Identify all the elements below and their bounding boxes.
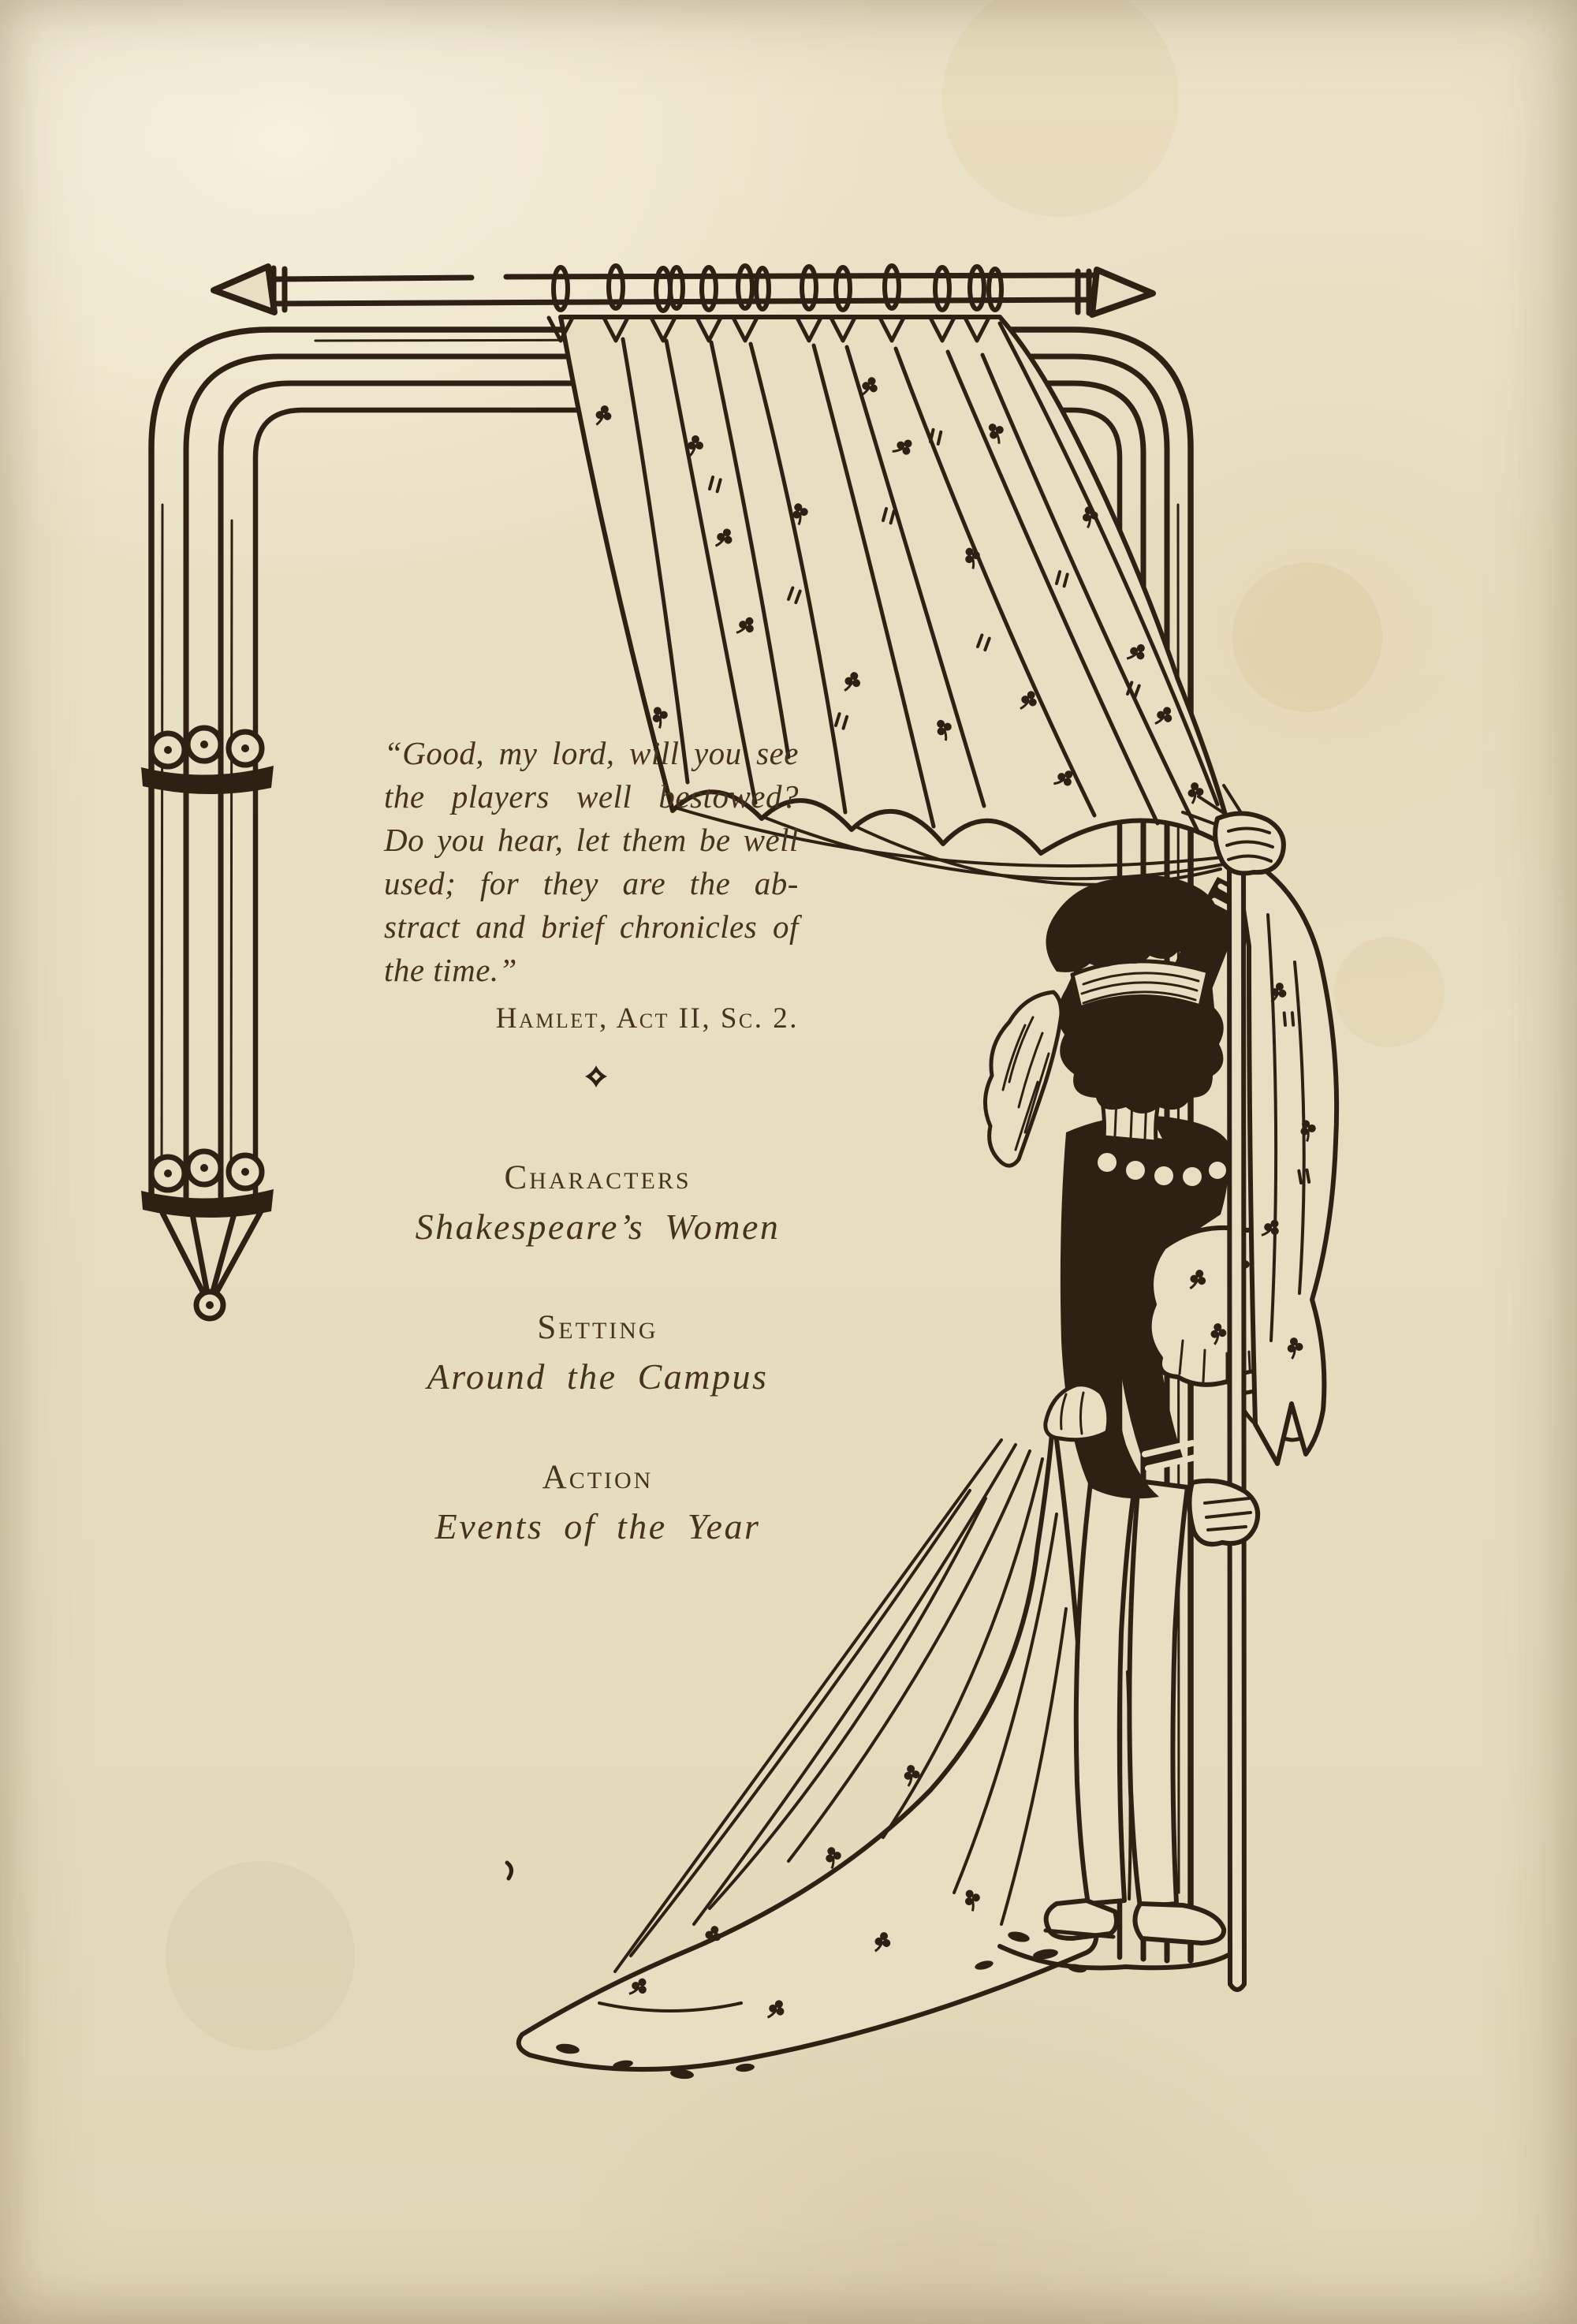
section-label: Setting [537,1309,658,1346]
quote-line: the players well bestowed? [384,778,799,815]
figure-peplum [1046,1385,1109,1440]
section-setting [331,1311,864,1399]
quote-line: used; for they are the ab- [384,865,799,901]
section-characters [331,1161,864,1249]
quote-line: “Good, my lord, will you see [384,735,799,771]
quote-line: the time.” [384,952,517,988]
quote-line: stract and brief chronicles of [384,908,799,945]
section-value: Events of the Year [434,1506,761,1546]
quatrefoil-ornament-icon [584,1065,608,1088]
figure-legs [1076,1476,1187,1907]
rod-finial-left [214,267,274,312]
quote-attribution: Hamlet, Act II, Sc. 2. [495,1002,799,1035]
section-label: Action [542,1459,654,1496]
rod-finial-right [1092,270,1153,315]
curtain-rings [554,266,1001,311]
section-label: Characters [504,1159,692,1196]
ink-fleck [507,1863,512,1878]
figure-left-hand [1189,1481,1258,1544]
section-action [331,1460,864,1549]
figure-shoes [1046,1901,1224,1943]
quote-block [384,732,799,1036]
quote-line: Do you hear, let them be well [384,822,799,858]
staff [1229,830,1244,1990]
section-value: Shakespeare’s Women [415,1207,781,1247]
curtain-rod [214,266,1153,315]
playbill-sections [331,1161,864,1610]
figure-plume [985,992,1061,1166]
section-value: Around the Campus [427,1356,769,1397]
